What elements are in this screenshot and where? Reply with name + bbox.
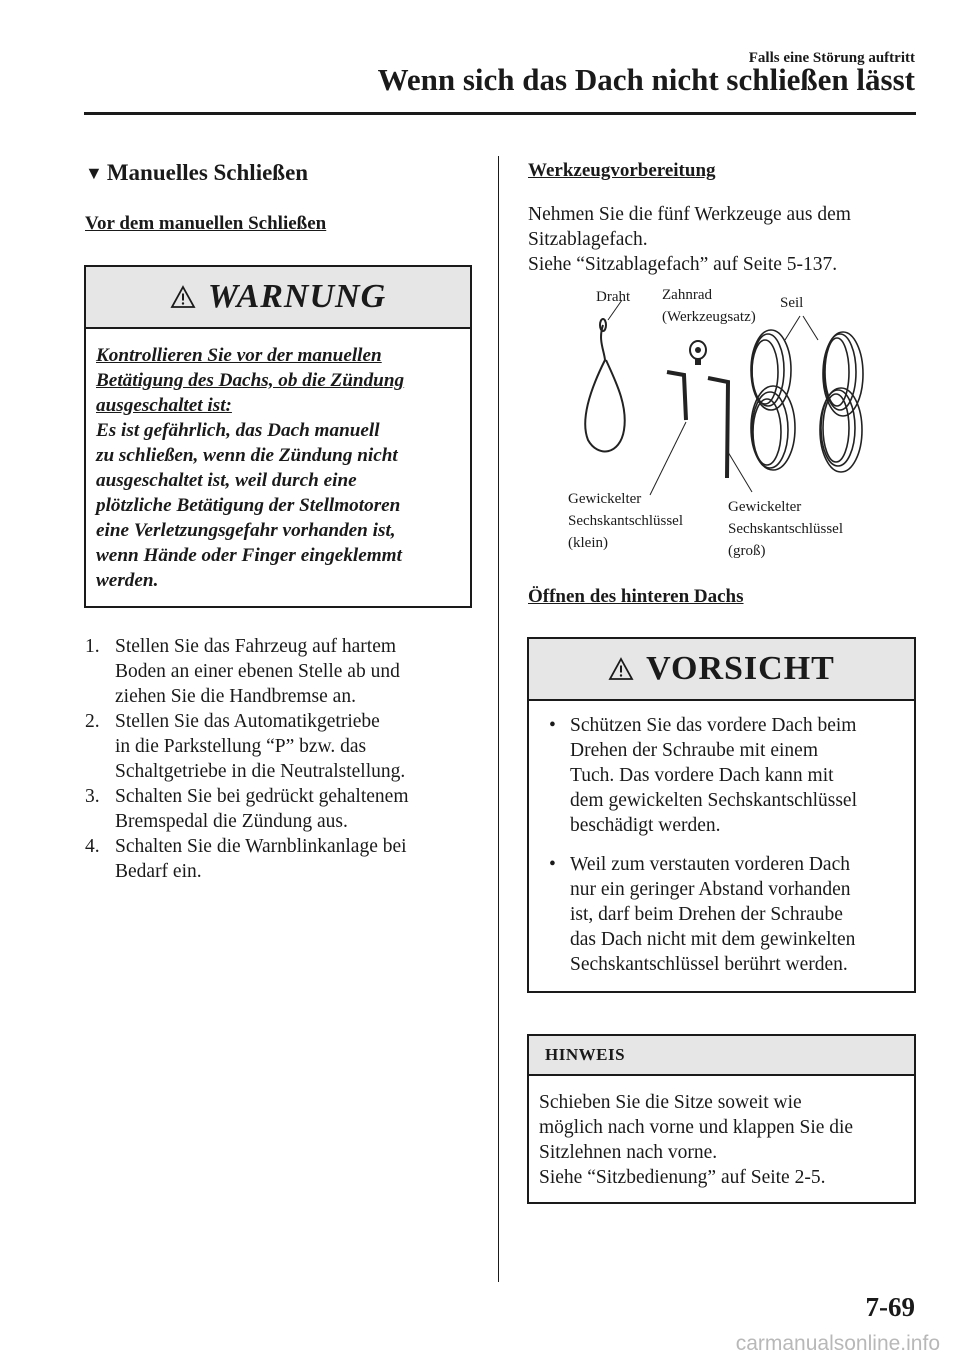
column-divider bbox=[498, 156, 499, 1282]
step-line: Schalten Sie bei gedrückt gehaltenem bbox=[115, 786, 409, 807]
warning-line: plötzliche Betätigung der Stellmotoren bbox=[96, 495, 401, 516]
subheading-before-closing: Vor dem manuellen Schließen bbox=[85, 213, 327, 234]
warning-line: Es ist gefährlich, das Dach manuell bbox=[96, 420, 380, 441]
warning-header bbox=[86, 267, 470, 329]
steps-list bbox=[85, 634, 485, 884]
triangle-down-icon: ▼ bbox=[85, 162, 103, 183]
figure-label-seil: Seil bbox=[780, 295, 804, 311]
note-box bbox=[527, 1034, 916, 1204]
figure-label-line: Gewickelter bbox=[568, 491, 642, 507]
warning-line: Betätigung des Dachs, ob die Zündung bbox=[96, 370, 405, 391]
caution-box bbox=[527, 637, 916, 993]
caution-line: Sechskantschlüssel berührt werden. bbox=[570, 954, 848, 975]
warning-box bbox=[84, 265, 472, 608]
bullet-icon: • bbox=[549, 715, 556, 736]
figure-label-line: (groß) bbox=[728, 543, 766, 559]
figure-label-line: (klein) bbox=[568, 535, 608, 551]
rope-drawing bbox=[751, 330, 863, 472]
warning-line: ausgeschaltet ist: bbox=[96, 395, 232, 416]
step-line: ziehen Sie die Handbremse an. bbox=[115, 686, 356, 707]
warning-line: ausgeschaltet ist, weil durch eine bbox=[96, 470, 357, 491]
list-item bbox=[543, 852, 900, 977]
large-hex-key-drawing bbox=[708, 378, 728, 478]
tools-line: Sitzablagefach. bbox=[528, 229, 648, 250]
list-item bbox=[543, 713, 900, 838]
note-header: HINWEIS bbox=[529, 1036, 914, 1076]
note-line: Sitzlehnen nach vorne. bbox=[539, 1142, 718, 1163]
list-item bbox=[85, 709, 485, 784]
list-item bbox=[85, 634, 485, 709]
warning-line: Kontrollieren Sie vor der manuellen bbox=[96, 345, 382, 366]
step-number: 1. bbox=[85, 636, 100, 657]
warning-line: werden. bbox=[96, 570, 159, 591]
step-line: Stellen Sie das Fahrzeug auf hartem bbox=[115, 636, 397, 657]
tools-heading: Werkzeugvorbereitung bbox=[528, 160, 716, 181]
caution-line: dem gewickelten Sechskantschlüssel bbox=[570, 790, 858, 811]
caution-list bbox=[529, 701, 914, 977]
warning-label: WARNUNG bbox=[207, 278, 387, 315]
warning-triangle-icon bbox=[170, 285, 196, 309]
section-title-text: Manuelles Schließen bbox=[106, 160, 309, 185]
page-number: 7-69 bbox=[865, 1292, 915, 1322]
small-hex-key-drawing bbox=[667, 372, 686, 420]
step-number: 4. bbox=[85, 836, 100, 857]
step-line: Stellen Sie das Automatikgetriebe bbox=[115, 711, 380, 732]
step-line: Bedarf ein. bbox=[115, 861, 202, 882]
figure-label-line: Gewickelter bbox=[728, 499, 802, 515]
open-rear-roof-heading: Öffnen des hinteren Dachs bbox=[528, 586, 744, 607]
caution-label: VORSICHT bbox=[646, 650, 835, 687]
caution-line: Weil zum verstauten vorderen Dach bbox=[570, 854, 850, 875]
warning-line: eine Verletzungsgefahr vorhanden ist, bbox=[96, 520, 396, 541]
step-line: Schaltgetriebe in die Neutralstellung. bbox=[115, 761, 406, 782]
figure-label-zahnrad: Zahnrad bbox=[662, 287, 712, 303]
bullet-icon: • bbox=[549, 854, 556, 875]
list-item bbox=[85, 784, 485, 834]
figure-label-line: Sechskantschlüssel bbox=[728, 521, 843, 537]
header-rule bbox=[84, 112, 916, 115]
step-line: Boden an einer ebenen Stelle ab und bbox=[115, 661, 400, 682]
caution-line: Schützen Sie das vordere Dach beim bbox=[570, 715, 857, 736]
figure-label-small-key bbox=[568, 488, 683, 554]
caution-line: beschädigt werden. bbox=[570, 815, 721, 836]
step-line: in die Parkstellung “P” bzw. das bbox=[115, 736, 367, 757]
gear-drawing bbox=[690, 341, 706, 365]
note-line: möglich nach vorne und klappen Sie die bbox=[539, 1117, 854, 1138]
step-line: Schalten Sie die Warnblinkanlage bei bbox=[115, 836, 407, 857]
warning-line: zu schließen, wenn die Zündung nicht bbox=[96, 445, 398, 466]
figure-label-large-key bbox=[728, 496, 843, 562]
step-number: 2. bbox=[85, 711, 100, 732]
caution-line: Tuch. Das vordere Dach kann mit bbox=[570, 765, 834, 786]
wire-drawing bbox=[585, 319, 625, 451]
step-number: 3. bbox=[85, 786, 100, 807]
note-line: Siehe “Sitzbedienung” auf Seite 2-5. bbox=[539, 1167, 826, 1188]
tools-text bbox=[528, 202, 918, 277]
note-body bbox=[529, 1076, 914, 1190]
caution-line: ist, darf beim Drehen der Schraube bbox=[570, 904, 843, 925]
caution-line: nur ein geringer Abstand vorhanden bbox=[570, 879, 851, 900]
warning-body bbox=[86, 329, 470, 593]
watermark: carmanualsonline.info bbox=[735, 1332, 940, 1355]
header-section-label: Falls eine Störung auftritt bbox=[748, 50, 915, 66]
section-title bbox=[85, 160, 308, 186]
figure-label-werkzeugsatz: (Werkzeugsatz) bbox=[662, 309, 756, 325]
caution-triangle-icon bbox=[608, 657, 634, 681]
caution-line: Drehen der Schraube mit einem bbox=[570, 740, 818, 761]
tools-line: Nehmen Sie die fünf Werkzeuge aus dem bbox=[528, 204, 851, 225]
warning-line: wenn Hände oder Finger eingeklemmt bbox=[96, 545, 402, 566]
caution-header bbox=[529, 639, 914, 701]
page-title: Wenn sich das Dach nicht schließen lässt bbox=[377, 62, 915, 97]
list-item bbox=[85, 834, 485, 884]
note-line: Schieben Sie die Sitze soweit wie bbox=[539, 1092, 802, 1113]
figure-label-line: Sechskantschlüssel bbox=[568, 513, 683, 529]
caution-line: das Dach nicht mit dem gewinkelten bbox=[570, 929, 856, 950]
figure-label-draht: Draht bbox=[596, 289, 631, 305]
tools-line: Siehe “Sitzablagefach” auf Seite 5-137. bbox=[528, 254, 838, 275]
step-line: Bremspedal die Zündung aus. bbox=[115, 811, 348, 832]
